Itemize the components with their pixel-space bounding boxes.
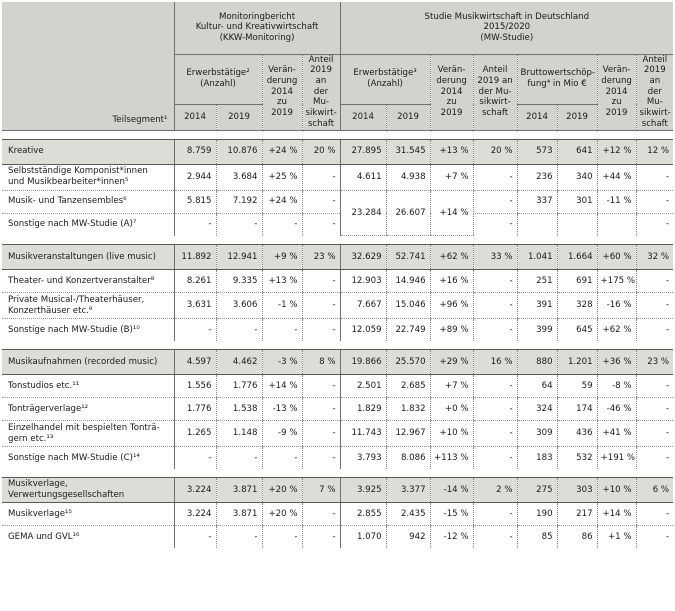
cell-value: - <box>216 213 262 236</box>
cell-value: - <box>473 421 517 447</box>
category-value: 33 % <box>473 245 517 270</box>
cell-value: 942 <box>386 526 430 549</box>
category-value: 3.925 <box>340 478 386 503</box>
cell-value: +7 % <box>430 164 473 190</box>
cell-value: - <box>473 190 517 213</box>
cell-value: 12.903 <box>340 270 386 293</box>
cell-value: 9.335 <box>216 270 262 293</box>
category-value: +12 % <box>597 139 636 164</box>
cell-value: 7.192 <box>216 190 262 213</box>
cell-value: 251 <box>517 270 557 293</box>
category-value: 3.224 <box>174 478 216 503</box>
cell-value: - <box>262 447 302 470</box>
cell-value: +0 % <box>430 398 473 421</box>
cell-value: - <box>473 293 517 319</box>
cell-value: 2.944 <box>174 164 216 190</box>
category-value: 1.201 <box>557 350 597 375</box>
cell-value: 691 <box>557 270 597 293</box>
category-row <box>2 350 673 375</box>
cell-value: 3.684 <box>216 164 262 190</box>
cell-value: +25 % <box>262 164 302 190</box>
cell-value: -12 % <box>430 526 473 549</box>
cell-value: -46 % <box>597 398 636 421</box>
cell-value: 14.946 <box>386 270 430 293</box>
cell-value: 337 <box>517 190 557 213</box>
merged-value: +14 % <box>430 190 473 236</box>
cell-value: 15.046 <box>386 293 430 319</box>
cell-value: 2.501 <box>340 375 386 398</box>
cell-value: - <box>473 526 517 549</box>
cell-value: - <box>302 421 340 447</box>
table-row <box>2 398 673 421</box>
cell-value: 217 <box>557 503 597 526</box>
cell-value: +175 % <box>597 270 636 293</box>
cell-value: - <box>216 447 262 470</box>
category-row <box>2 139 673 164</box>
category-value: -3 % <box>262 350 302 375</box>
year-header: 2019 <box>216 104 262 130</box>
cell-value: - <box>302 503 340 526</box>
cell-value: - <box>174 319 216 342</box>
category-value: 20 % <box>302 139 340 164</box>
row-label: Private Musical-/Theaterhäuser, Konzerthäuser etc.⁹ <box>2 293 174 319</box>
cell-value: - <box>636 164 673 190</box>
year-header: 2014 <box>174 104 216 130</box>
cell-value: 340 <box>557 164 597 190</box>
cell-value: - <box>636 190 673 213</box>
cell-value: 301 <box>557 190 597 213</box>
table-row <box>2 164 673 190</box>
column-label-teilsegment: Teilsegment¹ <box>2 2 174 130</box>
cell-value <box>557 213 597 236</box>
cell-value: - <box>473 447 517 470</box>
category-value: 8 % <box>302 350 340 375</box>
cell-value: 324 <box>517 398 557 421</box>
row-label: Musik- und Tanzensembles⁶ <box>2 190 174 213</box>
cell-value: - <box>636 293 673 319</box>
cell-value: 2.855 <box>340 503 386 526</box>
mw-erwerbstaetige-header: Erwerbstätige³ (Anzahl) <box>340 54 430 104</box>
cell-value: +24 % <box>262 190 302 213</box>
category-value: 32 % <box>636 245 673 270</box>
spacer-row <box>2 469 673 478</box>
merged-value: 23.284 <box>340 190 386 236</box>
category-value: 8.759 <box>174 139 216 164</box>
cell-value: - <box>473 398 517 421</box>
category-value: 25.570 <box>386 350 430 375</box>
cell-value: +10 % <box>430 421 473 447</box>
year-header: 2014 <box>517 104 557 130</box>
kkw-share-header: Anteil 2019 an der Mu- sikwirt- schaft <box>302 54 340 130</box>
cell-value: 8.086 <box>386 447 430 470</box>
cell-value: - <box>636 398 673 421</box>
cell-value: - <box>636 526 673 549</box>
category-value: 23 % <box>302 245 340 270</box>
cell-value: - <box>636 319 673 342</box>
cell-value: 3.631 <box>174 293 216 319</box>
table-row <box>2 190 673 213</box>
cell-value: 183 <box>517 447 557 470</box>
cell-value: -8 % <box>597 375 636 398</box>
group-header-kkw: Monitoringbericht Kultur- und Kreativwirtschaft (KKW-Monitoring) <box>174 2 340 54</box>
cell-value: - <box>473 503 517 526</box>
merged-value: 26.607 <box>386 190 430 236</box>
cell-value: +44 % <box>597 164 636 190</box>
category-value: +60 % <box>597 245 636 270</box>
spacer-row <box>2 341 673 350</box>
category-value: 32.629 <box>340 245 386 270</box>
cell-value <box>597 213 636 236</box>
cell-value: - <box>636 375 673 398</box>
cell-value: - <box>302 190 340 213</box>
category-value: 10.876 <box>216 139 262 164</box>
cell-value: 12.967 <box>386 421 430 447</box>
cell-value: 1.148 <box>216 421 262 447</box>
category-value: 3.377 <box>386 478 430 503</box>
category-value: +13 % <box>430 139 473 164</box>
cell-value: - <box>473 164 517 190</box>
cell-value: 59 <box>557 375 597 398</box>
cell-value: - <box>302 213 340 236</box>
category-value: 880 <box>517 350 557 375</box>
cell-value: 85 <box>517 526 557 549</box>
cell-value: -11 % <box>597 190 636 213</box>
cell-value: 11.743 <box>340 421 386 447</box>
row-label: Sonstige nach MW-Studie (C)¹⁴ <box>2 447 174 470</box>
category-label: Kreative <box>2 139 174 164</box>
table-row <box>2 503 673 526</box>
category-value: 27.895 <box>340 139 386 164</box>
cell-value <box>517 213 557 236</box>
cell-value: - <box>174 213 216 236</box>
mw-change-header: Verän- derung 2014 zu 2019 <box>430 54 473 130</box>
year-header: 2014 <box>340 104 386 130</box>
cell-value: - <box>174 447 216 470</box>
cell-value: +62 % <box>597 319 636 342</box>
category-value: 12.941 <box>216 245 262 270</box>
year-header: 2019 <box>557 104 597 130</box>
category-label: Musikaufnahmen (recorded music) <box>2 350 174 375</box>
cell-value: 436 <box>557 421 597 447</box>
mw-share-header: Anteil 2019 an der Mu- sikwirt- schaft <box>473 54 517 130</box>
row-label: Tonstudios etc.¹¹ <box>2 375 174 398</box>
cell-value: 5.815 <box>174 190 216 213</box>
row-label: Selbstständige Komponist*innen und Musikbearbeiter*innen⁵ <box>2 164 174 190</box>
group-header-mw: Studie Musikwirtschaft in Deutschland 2015/2020 (MW-Studie) <box>340 2 673 54</box>
category-value: 4.597 <box>174 350 216 375</box>
cell-value: +14 % <box>597 503 636 526</box>
cell-value: 328 <box>557 293 597 319</box>
category-value: 6 % <box>636 478 673 503</box>
row-label: Sonstige nach MW-Studie (A)⁷ <box>2 213 174 236</box>
cell-value: - <box>302 375 340 398</box>
category-label: Musikveranstaltungen (live music) <box>2 245 174 270</box>
table-row <box>2 213 673 236</box>
cell-value: 174 <box>557 398 597 421</box>
cell-value: - <box>473 319 517 342</box>
cell-value: 190 <box>517 503 557 526</box>
cell-value: +191 % <box>597 447 636 470</box>
cell-value: - <box>262 213 302 236</box>
cell-value: - <box>302 270 340 293</box>
cell-value: -13 % <box>262 398 302 421</box>
cell-value: - <box>302 293 340 319</box>
category-value: 275 <box>517 478 557 503</box>
cell-value: - <box>636 421 673 447</box>
category-row <box>2 245 673 270</box>
category-value: +62 % <box>430 245 473 270</box>
category-value: 52.741 <box>386 245 430 270</box>
row-label: Sonstige nach MW-Studie (B)¹⁰ <box>2 319 174 342</box>
cell-value: 1.265 <box>174 421 216 447</box>
cell-value: 236 <box>517 164 557 190</box>
category-label: Musikverlage, Verwertungsgesellschaften <box>2 478 174 503</box>
category-value: +10 % <box>597 478 636 503</box>
kkw-change-header: Verän- derung 2014 zu 2019 <box>262 54 302 130</box>
spacer-row <box>2 130 673 139</box>
cell-value: - <box>262 526 302 549</box>
cell-value: -16 % <box>597 293 636 319</box>
row-label: Einzelhandel mit bespielten Tonträ- gern etc.¹³ <box>2 421 174 447</box>
category-value: 2 % <box>473 478 517 503</box>
cell-value: - <box>216 319 262 342</box>
bws-change-header: Verän- derung 2014 zu 2019 <box>597 54 636 130</box>
cell-value: 1.776 <box>216 375 262 398</box>
cell-value: +14 % <box>262 375 302 398</box>
category-value: 303 <box>557 478 597 503</box>
cell-value: 4.938 <box>386 164 430 190</box>
cell-value: +1 % <box>597 526 636 549</box>
cell-value: 2.685 <box>386 375 430 398</box>
cell-value: 1.538 <box>216 398 262 421</box>
cell-value: - <box>473 270 517 293</box>
cell-value: 1.070 <box>340 526 386 549</box>
category-value: 7 % <box>302 478 340 503</box>
category-value: 573 <box>517 139 557 164</box>
table-row <box>2 375 673 398</box>
cell-value: 3.224 <box>174 503 216 526</box>
table-row <box>2 319 673 342</box>
cell-value: - <box>174 526 216 549</box>
category-value: +9 % <box>262 245 302 270</box>
cell-value: -15 % <box>430 503 473 526</box>
category-value: -14 % <box>430 478 473 503</box>
table-row <box>2 526 673 549</box>
cell-value: - <box>216 526 262 549</box>
cell-value: 8.261 <box>174 270 216 293</box>
cell-value: 86 <box>557 526 597 549</box>
cell-value: 391 <box>517 293 557 319</box>
cell-value: 1.829 <box>340 398 386 421</box>
category-value: 1.041 <box>517 245 557 270</box>
cell-value: +113 % <box>430 447 473 470</box>
category-value: 20 % <box>473 139 517 164</box>
cell-value: 2.435 <box>386 503 430 526</box>
year-header: 2019 <box>386 104 430 130</box>
category-value: 31.545 <box>386 139 430 164</box>
cell-value: +16 % <box>430 270 473 293</box>
cell-value: - <box>636 270 673 293</box>
category-value: 4.462 <box>216 350 262 375</box>
cell-value: +89 % <box>430 319 473 342</box>
table-row <box>2 293 673 319</box>
category-value: +24 % <box>262 139 302 164</box>
cell-value: - <box>302 319 340 342</box>
cell-value: -9 % <box>262 421 302 447</box>
cell-value: +96 % <box>430 293 473 319</box>
cell-value: 399 <box>517 319 557 342</box>
category-value: 19.866 <box>340 350 386 375</box>
cell-value: - <box>636 447 673 470</box>
cell-value: 4.611 <box>340 164 386 190</box>
cell-value: - <box>302 164 340 190</box>
row-label: GEMA und GVL¹⁶ <box>2 526 174 549</box>
cell-value: 3.606 <box>216 293 262 319</box>
category-value: 12 % <box>636 139 673 164</box>
cell-value: 64 <box>517 375 557 398</box>
cell-value: 645 <box>557 319 597 342</box>
table-row <box>2 447 673 470</box>
cell-value: 532 <box>557 447 597 470</box>
cell-value: 7.667 <box>340 293 386 319</box>
kkw-erwerbstaetige-header: Erwerbstätige² (Anzahl) <box>174 54 262 104</box>
cell-value: 3.793 <box>340 447 386 470</box>
cell-value: 1.776 <box>174 398 216 421</box>
cell-value: +7 % <box>430 375 473 398</box>
cell-value: +20 % <box>262 503 302 526</box>
cell-value: 1.556 <box>174 375 216 398</box>
category-value: 3.871 <box>216 478 262 503</box>
table-row <box>2 421 673 447</box>
cell-value: -1 % <box>262 293 302 319</box>
category-value: +36 % <box>597 350 636 375</box>
bws-header: Bruttowertschöp- fung⁴ in Mio € <box>517 54 597 104</box>
cell-value: - <box>473 213 517 236</box>
table-body <box>2 130 673 548</box>
cell-value: - <box>262 319 302 342</box>
bws-share-header: Anteil 2019 an der Mu- sikwirt- schaft <box>636 54 673 130</box>
cell-value: 12.059 <box>340 319 386 342</box>
table-header <box>2 2 673 130</box>
category-value: 11.892 <box>174 245 216 270</box>
cell-value: 309 <box>517 421 557 447</box>
cell-value: 1.832 <box>386 398 430 421</box>
cell-value: 3.871 <box>216 503 262 526</box>
category-value: +29 % <box>430 350 473 375</box>
category-value: 641 <box>557 139 597 164</box>
cell-value: - <box>302 447 340 470</box>
category-value: 1.664 <box>557 245 597 270</box>
category-value: 23 % <box>636 350 673 375</box>
cell-value: - <box>636 503 673 526</box>
row-label: Tonträgerverlage¹² <box>2 398 174 421</box>
row-label: Theater- und Konzertveranstalter⁸ <box>2 270 174 293</box>
cell-value: +41 % <box>597 421 636 447</box>
cell-value: 22.749 <box>386 319 430 342</box>
cell-value: - <box>473 375 517 398</box>
cell-value: +13 % <box>262 270 302 293</box>
spacer-row <box>2 236 673 245</box>
category-row <box>2 478 673 503</box>
cell-value: - <box>302 526 340 549</box>
category-value: 16 % <box>473 350 517 375</box>
music-economy-table <box>2 2 673 548</box>
cell-value: - <box>636 213 673 236</box>
cell-value: - <box>302 398 340 421</box>
category-value: +20 % <box>262 478 302 503</box>
table-row <box>2 270 673 293</box>
row-label: Musikverlage¹⁵ <box>2 503 174 526</box>
